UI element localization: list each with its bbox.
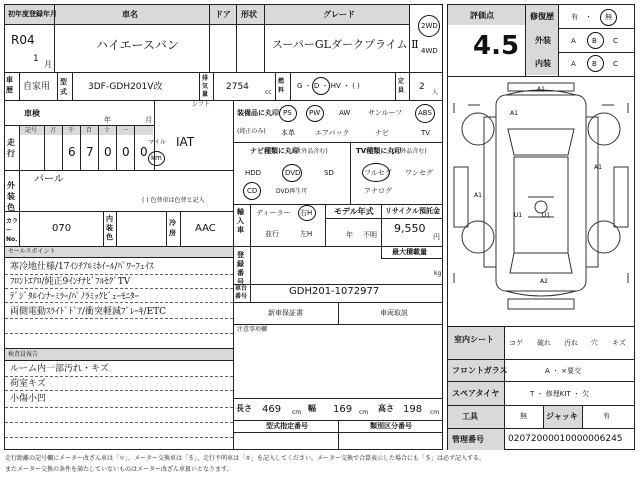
- tools-value: 無: [520, 412, 527, 420]
- exterior-color-note: ( ) 色替車は色替と記入: [142, 197, 205, 204]
- first-reg-value: R04: [11, 33, 35, 47]
- navi-title: ナビ種類に丸印: [250, 147, 299, 155]
- shape-label: 形状: [241, 10, 257, 19]
- mgmt-value: 02072000010000006245: [508, 434, 623, 444]
- ac-label: 冷房: [169, 219, 176, 237]
- footer-line2: またメーター交換の条件を満たしていないものはメーター改ざん車扱いとなります。: [5, 466, 233, 473]
- equipment-item: エアバック: [315, 129, 350, 137]
- inspector-line: 小傷小凹: [10, 394, 47, 404]
- mileage-digit-label: 一: [122, 127, 129, 134]
- mileage-record-label: 記号: [25, 127, 38, 134]
- equipment-item: 本革: [281, 129, 295, 137]
- mileage-digit: 0: [104, 145, 112, 159]
- jack-label: ジャッキ: [546, 412, 578, 421]
- sales-points-label: セールスポイント: [8, 248, 56, 255]
- score-value: 4.5: [473, 31, 520, 61]
- color-no-label: カラーNo.: [6, 218, 19, 243]
- footer-line1: 走行距離の記号欄にメーター改ざん車は「＊」、メーター交換車は「＄」、走行不明車は「＃」を記入してください。メーター交換で合算表示した場合にも「＄」は必ず記入する。: [5, 455, 486, 462]
- windshield-label: フロントガラス: [452, 366, 508, 375]
- exterior-color-label: 外装色: [7, 181, 15, 212]
- windshield-options: A ・ ×要交: [545, 367, 582, 375]
- equipment-title: 装備品に丸印: [237, 109, 279, 117]
- exterior-color-value: パール: [34, 174, 64, 185]
- reg-no-label: 登録番号: [237, 251, 244, 286]
- width-label: 幅: [308, 404, 316, 413]
- navi-item: HDD: [245, 169, 262, 177]
- dimension-unit: cm: [359, 409, 369, 416]
- sales-point-line: 両側電動ｽﾗｲﾄﾞﾄﾞｱ/衝突軽減ﾌﾞﾚｰｷ/ETC: [10, 307, 167, 317]
- import-dealer: ディーラー: [256, 209, 291, 217]
- displacement-label: 排気量: [202, 75, 209, 98]
- tools-label: 工具: [462, 412, 478, 421]
- diagram-label-top2: A1: [510, 110, 518, 117]
- month-unit: 月: [44, 60, 52, 69]
- seat-label: 室内シート: [454, 335, 494, 344]
- mileage-digit: 0: [140, 145, 148, 159]
- seat-item: 破れ: [537, 339, 551, 347]
- first-reg-label: 初年度登録年月: [8, 10, 57, 18]
- seat-item: 汚れ: [564, 339, 578, 347]
- inspector-line: 荷室キズ: [10, 379, 46, 389]
- shift-label: シフト: [192, 101, 211, 108]
- grade-option: A: [571, 60, 576, 68]
- ac-value: AAC: [195, 223, 216, 234]
- seat-item: キズ: [612, 339, 626, 347]
- fuel-selected-circle: [312, 77, 330, 95]
- tv-title: TV種類に丸印: [356, 147, 402, 155]
- new-car-warranty: 新車保証書: [268, 309, 303, 317]
- mgmt-label: 管理番号: [452, 435, 484, 444]
- navi-item: SD: [324, 169, 334, 177]
- equipment-item: TV: [421, 129, 431, 137]
- model-value: 3DF-GDH201V改: [88, 82, 163, 92]
- notes-label: 注意事項欄: [237, 326, 268, 333]
- model-year-unknown: 不明: [363, 231, 377, 239]
- height-label: 高さ: [378, 404, 394, 413]
- category-label: 類別区分番号: [370, 422, 412, 430]
- owner-manual: 車両取説: [380, 309, 408, 317]
- recycle-unit: 円: [433, 233, 440, 241]
- vehicle-class-label: 車歴: [6, 76, 13, 94]
- import-right: 右H: [300, 209, 313, 217]
- sales-point-line: 寒冷地仕様/17ｲﾝﾁｱﾙﾐﾎｲｰﾙ/ﾊﾟﾜｰﾌｪｲｽ: [10, 262, 154, 272]
- model-year-unit: 年: [346, 231, 353, 239]
- equipment-item: サンルーフ: [368, 109, 403, 117]
- doors-label: ドア: [215, 10, 231, 19]
- tv-item: ワンセグ: [405, 169, 433, 177]
- tv-subtitle: (社外品含む): [392, 148, 427, 155]
- grade-option: C: [613, 60, 618, 68]
- grade-option: A: [571, 37, 576, 45]
- interior-color-label: 内装色: [106, 215, 113, 241]
- dimension-unit: cm: [430, 409, 440, 416]
- km-label: km: [151, 154, 162, 162]
- color-no-value: 070: [52, 223, 72, 234]
- car-condition-diagram: [448, 77, 634, 325]
- length-label: 長さ: [236, 404, 252, 413]
- grade-option: C: [613, 37, 618, 45]
- inspection-label: 車検: [24, 109, 40, 118]
- length-value: 469: [262, 404, 282, 415]
- diagram-label-left: A1: [474, 192, 482, 199]
- max-load-label: 最大積載量: [392, 248, 427, 256]
- chassis-label: 車台番号: [235, 285, 248, 300]
- fuel-label: 燃料: [278, 78, 285, 94]
- person-unit: 人: [432, 89, 439, 96]
- score-label: 評価点: [470, 11, 494, 20]
- inspector-band: [5, 349, 233, 360]
- inspector-line: ルーム内一部汚れ・キズ: [10, 364, 109, 374]
- drive-2wd: 2WD: [421, 22, 438, 30]
- fuel-options: G ・ D ・ HV ・ ( ): [297, 82, 360, 90]
- equipment-item: ABS: [418, 109, 432, 117]
- drive-4wd: 4WD: [421, 47, 438, 55]
- mileage-digit-label: 百: [86, 127, 93, 134]
- capacity-value: 2: [419, 82, 425, 92]
- model-label: 型式: [60, 78, 67, 96]
- grade-label: グレード: [323, 10, 355, 19]
- mileage-digit: 0: [122, 145, 130, 159]
- inspection-month-unit: 月: [145, 116, 152, 124]
- spare-label: スペアタイヤ: [452, 389, 500, 398]
- repair-option: 無: [605, 13, 612, 21]
- mileage-digit: 6: [68, 145, 76, 159]
- repair-label: 修復歴: [530, 12, 554, 21]
- navi-subtitle: (社外品含む): [293, 148, 328, 155]
- equipment-item: ナビ: [375, 129, 389, 137]
- max-load-unit: kg: [434, 270, 442, 277]
- seat-item: 穴: [591, 339, 598, 347]
- recycle-label: リサイクル預託金: [385, 207, 441, 215]
- repair-separator: ・: [585, 13, 592, 21]
- model-year-label: モデル年式: [334, 207, 374, 216]
- recycle-value: 9,550: [394, 222, 426, 235]
- first-reg-month: 1: [33, 54, 39, 64]
- shift-value: IAT: [176, 135, 195, 149]
- import-left: 左H: [300, 230, 313, 238]
- type-designation-label: 型式指定番号: [266, 422, 308, 430]
- navi-item: CD: [247, 187, 258, 195]
- equipment-subtitle: (純正のみ): [237, 128, 266, 135]
- inspector-label: 検査員報告: [8, 351, 39, 358]
- equipment-item: AW: [339, 109, 351, 117]
- sales-point-line: ﾌﾛﾝﾄｴｱﾛ/純正9ｲﾝﾁﾅﾋﾞﾌﾙｾｸﾞTV: [10, 277, 131, 287]
- grade-option: B: [592, 37, 597, 45]
- grade-option: B: [592, 60, 597, 68]
- mileage-digit-label: 十: [104, 127, 111, 134]
- height-value: 198: [403, 404, 423, 415]
- capacity-label: 定員: [398, 78, 405, 94]
- diagram-label-right: A1: [594, 164, 602, 171]
- mileage-digit-label: 万: [50, 127, 57, 134]
- seat-item: コゲ: [509, 339, 523, 347]
- mileage-digit: 7: [86, 145, 94, 159]
- diagram-label-u1-left: U1: [513, 212, 523, 219]
- equipment-item: PW: [309, 109, 321, 117]
- dimension-unit: cm: [292, 409, 302, 416]
- import-parallel: 並行: [265, 230, 279, 238]
- chassis-value: GDH201-1072977: [289, 286, 380, 297]
- jack-value: 有: [603, 412, 610, 420]
- diagram-label-u1-right: U1: [541, 212, 551, 219]
- diagram-label-top1: A1: [537, 86, 545, 93]
- navi-item: DVD: [285, 169, 301, 177]
- repair-option: 有: [571, 13, 578, 21]
- equipment-item: PS: [283, 109, 292, 117]
- diagram-label-bottom: A2: [540, 278, 548, 285]
- interior-grade-label: 内装: [535, 59, 551, 68]
- mileage-label: 走行: [7, 138, 15, 158]
- width-value: 169: [333, 404, 353, 415]
- navi-item: DVD再生可: [276, 188, 308, 195]
- spare-options: T ・ 修理KIT ・ 欠: [530, 390, 590, 398]
- use-value: 自家用: [23, 82, 51, 92]
- displacement-value: 2754: [226, 82, 249, 92]
- tv-item: アナログ: [364, 187, 392, 195]
- tv-item: フルセグ: [364, 169, 392, 177]
- cc-unit: cc: [265, 89, 272, 96]
- car-name-value: ハイエースバン: [96, 38, 179, 52]
- exterior-grade-label: 外装: [535, 36, 551, 45]
- inspection-year-unit: 年: [104, 116, 111, 124]
- sales-point-line: ﾃﾞｼﾞﾀﾙｲﾝﾅｰﾐﾗｰ/ﾊﾟﾉﾗﾐｯｸﾋﾞｭｰﾓﾆﾀｰ: [10, 292, 140, 302]
- import-label: 輸入車: [237, 208, 244, 234]
- grade-value: スーパーGLダークプライム Ⅱ: [272, 38, 419, 51]
- mile-label: マイル: [148, 139, 166, 146]
- mileage-digit-label: 千: [68, 127, 75, 134]
- car-name-label: 車名: [122, 10, 138, 19]
